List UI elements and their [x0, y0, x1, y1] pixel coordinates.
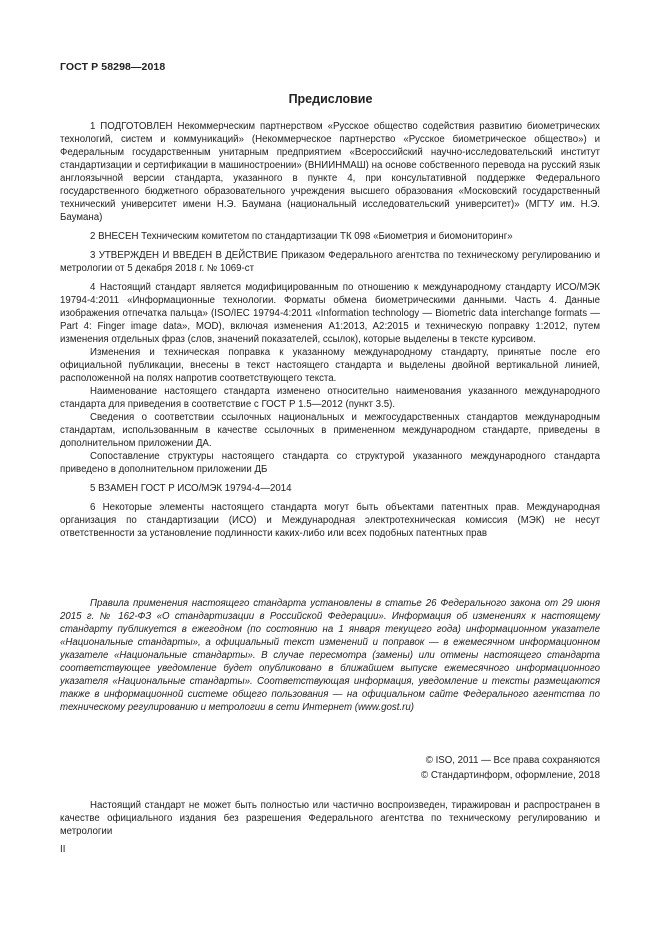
paragraph-structure: Сопоставление структуры настоящего стандарта со структурой указанного международного стандарта приведено в дополнительном приложении ДБ	[60, 451, 600, 475]
paragraph-references: Сведения о соответствии ссылочных национальных и межгосударственных стандартов международным стандартам, использованным в качестве ссылочных в примененном международном стандарте, приведены в дополнительном приложении ДА.	[60, 412, 600, 449]
foreword-body	[60, 120, 600, 540]
copyright-iso: © ISO, 2011 — Все права сохраняются	[425, 755, 600, 766]
page-number: II	[60, 844, 66, 855]
paragraph-replaces: 5 ВЗАМЕН ГОСТ Р ИСО/МЭК 19794-4—2014	[90, 483, 292, 494]
copyright-block	[421, 753, 600, 783]
paragraph-introduced-by: 2 ВНЕСЕН Техническим комитетом по стандартизации ТК 098 «Биометрия и биомониторинг»	[90, 231, 513, 242]
paragraph-patents: 6 Некоторые элементы настоящего стандарта могут быть объектами патентных прав. Международная организация по стандартизации (ИСО) и Международная электротехническая комиссия (МЭК) не несут ответственности за установление подлинности каких-либо или всех подобных патентных прав	[60, 502, 600, 539]
application-rules-notice: Правила применения настоящего стандарта установлены в статье 26 Федерального закона от 29 июня 2015 г. № 162-ФЗ «О стандартизации в Российской Федерации». Информация об изменениях к настоящему стандарту публикуется в ежегодном (по состоянию на 1 января текущего года) информационном указателе «Национальные стандарты», а официальный текст изменений и поправок — в ежемесячном информационном указателе «Национальные стандарты». В случае пересмотра (замены) или отмены настоящего стандарта соответствующее уведомление будет опубликовано в ближайшем выпуске ежемесячного информационного указателя «Национальные стандарты». Соответствующая информация, уведомление и тексты размещаются также в информационной системе общего пользования — на официальном сайте Федерального агентства по техническому регулированию и метрологии в сети Интернет (www.gost.ru)	[60, 598, 600, 713]
paragraph-changes: Изменения и техническая поправка к указанному международному стандарту, принятые после его официальной публикации, внесены в текст настоящего стандарта и выделены двойной вертикальной линией, расположенной на полях напротив соответствующего текста.	[60, 347, 600, 384]
document-id-header: ГОСТ Р 58298—2018	[60, 61, 166, 73]
page-title: Предисловие	[288, 92, 373, 106]
paragraph-title-change: Наименование настоящего стандарта изменено относительно наименования указанного международного стандарта для приведения в соответствие с ГОСТ Р 1.5—2012 (пункт 3.5).	[60, 386, 600, 410]
paragraph-approved: 3 УТВЕРЖДЕН И ВВЕДЕН В ДЕЙСТВИЕ Приказом Федерального агентства по техническому регулированию и метрологии от 5 декабря 2018 г. № 1069-ст	[60, 250, 600, 274]
paragraph-prepared-by: 1 ПОДГОТОВЛЕН Некоммерческим партнерством «Русское общество содействия развитию биометрических технологий, систем и коммуникаций» (Некоммерческое партнерство «Русское биометрическое общество») и Федеральным государственным унитарным предприятием «Всероссийский научно-исследовательский институт стандартизации и сертификации в машиностроении» (ВНИИНМАШ) на основе собственного перевода на русский язык англоязычной версии стандарта, указанного в пункте 4, при консультативной поддержке Федерального государственного бюджетного образовательного учреждения высшего образования «Московский государственный технический университет имени Н.Э. Баумана (национальный исследовательский университет)» (МГТУ им. Н.Э. Баумана)	[60, 121, 600, 223]
reproduction-notice: Настоящий стандарт не может быть полностью или частично воспроизведен, тиражирован и распространен в качестве официального издания без разрешения Федерального агентства по техническому регулированию и метрологии	[60, 800, 600, 837]
paragraph-modification: 4 Настоящий стандарт является модифицированным по отношению к международному стандарту ИСО/МЭК 19794-4:2011 «Информационные технологии. Форматы обмена биометрическими данными. Часть 4. Данные изображения отпечатка пальца» (ISO/IEC 19794-4:2011 «Information technology — Biometric data interchange formats — Part 4: Finger image data», MOD), включая изменения A1:2013, A2:2015 и техническую поправку 1:2012, путем изменения отдельных фраз (слов, значений показателей, ссылок), которые выделены в тексте курсивом.	[60, 282, 600, 345]
copyright-standartinform: © Стандартинформ, оформление, 2018	[420, 770, 600, 781]
